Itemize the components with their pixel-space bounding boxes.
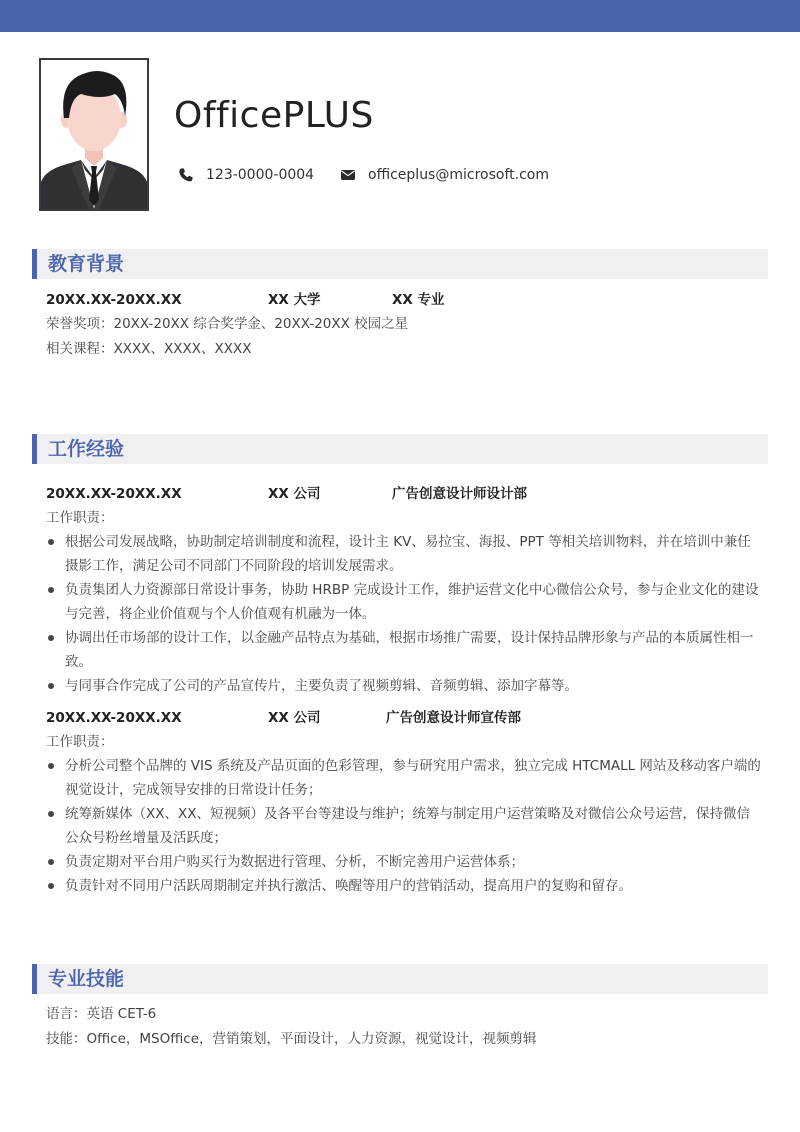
job-position: 广告创意设计师设计部 xyxy=(392,486,527,502)
section-accent xyxy=(32,434,37,464)
skills-section-header xyxy=(32,964,768,994)
job-duty-label: 工作职责： xyxy=(46,510,114,526)
skills-language: 语言：英语 CET-6 xyxy=(46,1006,157,1022)
email-contact xyxy=(340,164,549,186)
list-item: 与同事合作完成了公司的产品宣传片，主要负责了视频剪辑、音频剪辑、添加字幕等。 xyxy=(46,674,762,698)
avatar-illustration-icon xyxy=(41,60,147,209)
education-section-header xyxy=(32,249,768,279)
bullet-icon xyxy=(48,883,54,889)
work-title: 工作经验 xyxy=(48,438,125,460)
email-address: officeplus@microsoft.com xyxy=(368,167,549,183)
phone-number: 123-0000-0004 xyxy=(206,167,315,183)
job-duty-list xyxy=(46,530,762,698)
list-item: 根据公司发展战略，协助制定培训制度和流程，设计主 KV、易拉宝、海报、PPT 等相关培训物料，并在培训中兼任摄影工作，满足公司不同部门不同阶段的培训发展需求。 xyxy=(46,530,762,578)
job-summary-row xyxy=(46,707,746,729)
phone-contact xyxy=(178,164,314,186)
list-item: 分析公司整个品牌的 VIS 系统及产品页面的色彩管理，参与研究用户需求，独立完成 HTCMALL 网站及移动客户端的视觉设计，完成领导安排的日常设计任务； xyxy=(46,754,762,802)
list-item: 统筹新媒体（XX、XX、短视频）及各平台等建设与维护；统筹与制定用户运营策略及对微信公众号运营，保持微信公众号粉丝增量及活跃度； xyxy=(46,802,762,850)
list-item: 负责定期对平台用户购买行为数据进行管理、分析，不断完善用户运营体系； xyxy=(46,850,762,874)
job-period: 20XX.XX-20XX.XX xyxy=(46,710,182,726)
envelope-icon xyxy=(340,167,356,183)
education-school: XX 大学 xyxy=(268,292,321,308)
job-period: 20XX.XX-20XX.XX xyxy=(46,486,182,502)
job-duty-list xyxy=(46,754,762,898)
profile-photo xyxy=(39,58,149,211)
education-summary-row xyxy=(46,289,746,311)
skills-abilities: 技能：Office，MSOffice，营销策划，平面设计，人力资源，视觉设计，视频剪辑 xyxy=(46,1031,537,1047)
education-period: 20XX.XX-20XX.XX xyxy=(46,292,182,308)
bullet-icon xyxy=(48,811,54,817)
education-courses: 相关课程：XXXX、XXXX、XXXX xyxy=(46,341,252,357)
bullet-icon xyxy=(48,539,54,545)
education-title: 教育背景 xyxy=(48,253,125,275)
job-company: XX 公司 xyxy=(268,486,321,502)
candidate-name: OfficePLUS xyxy=(174,95,374,136)
bullet-icon xyxy=(48,587,54,593)
education-honors: 荣誉奖项：20XX-20XX 综合奖学金、20XX-20XX 校园之星 xyxy=(46,316,409,332)
section-accent xyxy=(32,964,37,994)
list-item: 负责集团人力资源部日常设计事务，协助 HRBP 完成设计工作，维护运营文化中心微信公众号，参与企业文化的建设与完善，将企业价值观与个人价值观有机融为一体。 xyxy=(46,578,762,626)
bullet-icon xyxy=(48,763,54,769)
bullet-icon xyxy=(48,635,54,641)
work-section-header xyxy=(32,434,768,464)
job-duty-label: 工作职责： xyxy=(46,734,114,750)
top-accent-bar xyxy=(0,0,800,32)
job-company: XX 公司 xyxy=(268,710,321,726)
skills-title: 专业技能 xyxy=(48,968,125,990)
bullet-icon xyxy=(48,859,54,865)
job-position: 广告创意设计师宣传部 xyxy=(386,710,521,726)
list-item: 协调出任市场部的设计工作，以金融产品特点为基础，根据市场推广需要，设计保持品牌形象与产品的本质属性相一致。 xyxy=(46,626,762,674)
bullet-icon xyxy=(48,683,54,689)
section-accent xyxy=(32,249,37,279)
job-summary-row xyxy=(46,483,746,505)
education-major: XX 专业 xyxy=(392,292,445,308)
list-item: 负责针对不同用户活跃周期制定并执行激活、唤醒等用户的营销活动，提高用户的复购和留存。 xyxy=(46,874,762,898)
phone-icon xyxy=(178,167,194,183)
